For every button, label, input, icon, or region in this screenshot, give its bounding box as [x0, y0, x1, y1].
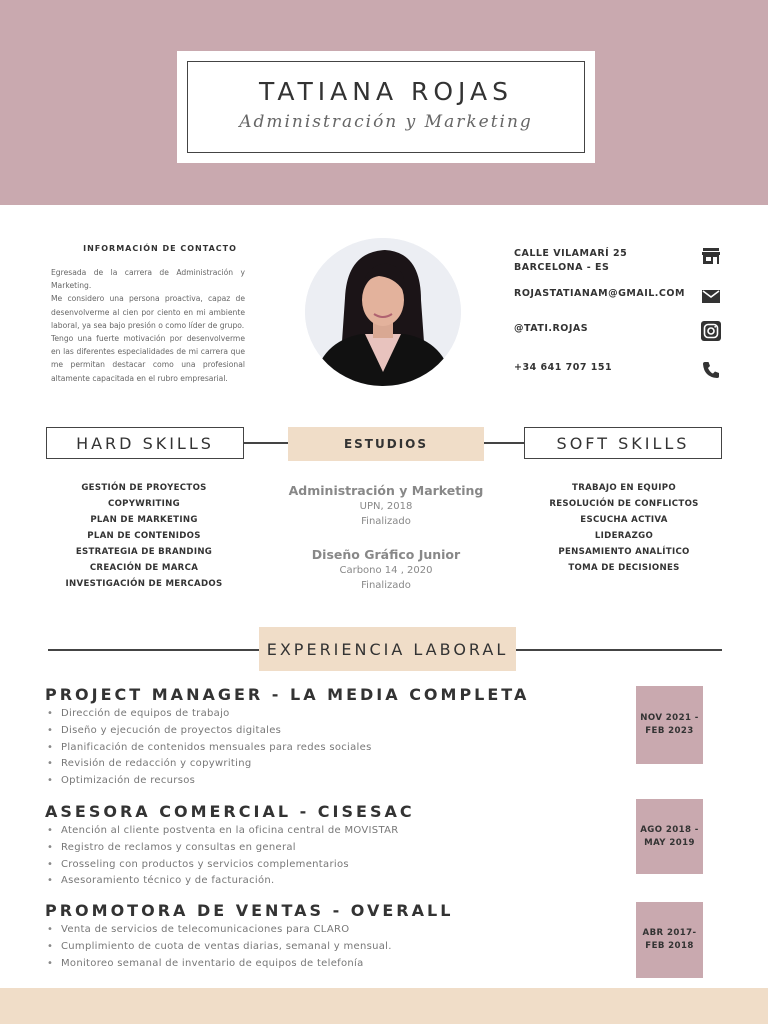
job-duty: • Cumplimiento de cuota de ventas diarias, semanal y mensual. — [45, 939, 625, 956]
name-card — [177, 51, 595, 163]
email-text[interactable]: ROJASTATIANAM@GMAIL.COM — [514, 288, 685, 299]
job-entry — [45, 802, 625, 890]
connector-line — [244, 442, 288, 444]
date-end: MAY 2019 — [644, 837, 695, 848]
hard-skills-list — [44, 480, 244, 592]
school-year: UPN, 2018 — [359, 501, 413, 512]
date-start: ABR 2017- — [642, 928, 697, 938]
address-line: BARCELONA - ES — [514, 262, 610, 273]
job-duty: • Planificación de contenidos mensuales para redes sociales — [45, 740, 625, 757]
job-duties — [45, 823, 625, 890]
job-title: PROMOTORA DE VENTAS - OVERALL — [45, 901, 454, 920]
bio-paragraph: Me considero una persona proactiva, capaz de desenvolverme al cien por ciento en mi ambiente laboral, ya sea bajo presión o como líder de grupo. — [51, 294, 245, 330]
education-item — [286, 483, 486, 527]
job-title: ASESORA COMERCIAL - CISESAC — [45, 802, 415, 821]
soft-skill: PENSAMIENTO ANALÍTICO — [558, 547, 690, 557]
job-duty: • Venta de servicios de telecomunicaciones para CLARO — [45, 922, 625, 939]
section-divider — [48, 649, 259, 651]
address-text — [514, 247, 627, 275]
education-item — [286, 547, 486, 591]
job-duty: • Monitoreo semanal de inventario de equipos de telefonía — [45, 956, 625, 973]
job-title: PROJECT MANAGER - LA MEDIA COMPLETA — [45, 685, 530, 704]
name-frame — [187, 61, 585, 153]
hard-skill: GESTIÓN DE PROYECTOS — [81, 483, 207, 493]
degree-title: Diseño Gráfico Junior — [311, 547, 461, 562]
job-duty: • Revisión de redacción y copywriting — [45, 756, 625, 773]
profession: Administración y Marketing — [239, 112, 533, 132]
date-start: NOV 2021 - — [640, 713, 699, 723]
footer-band — [0, 988, 768, 1024]
hard-skill: PLAN DE CONTENIDOS — [87, 531, 201, 541]
job-entry — [45, 901, 625, 972]
soft-skill: ESCUCHA ACTIVA — [580, 515, 668, 525]
hard-skill: PLAN DE MARKETING — [90, 515, 198, 525]
date-end: FEB 2018 — [645, 941, 694, 951]
education-status: Finalizado — [361, 516, 411, 527]
soft-skills-list — [524, 480, 724, 576]
portrait-illustration — [305, 238, 461, 386]
hard-skills-heading: HARD SKILLS — [46, 427, 244, 459]
instagram-icon — [700, 320, 722, 342]
job-duty: • Atención al cliente postventa en la oficina central de MOVISTAR — [45, 823, 625, 840]
school-year: Carbono 14 , 2020 — [339, 565, 433, 576]
hard-skill: ESTRATEGIA DE BRANDING — [75, 547, 213, 557]
store-icon — [700, 245, 722, 267]
bio-text — [51, 266, 245, 385]
job-duty: • Asesoramiento técnico y de facturación. — [45, 873, 625, 890]
soft-skill: RESOLUCIÓN DE CONFLICTOS — [549, 499, 699, 509]
contact-heading: INFORMACIÓN DE CONTACTO — [83, 244, 237, 253]
phone-icon — [700, 359, 722, 381]
soft-skill: LIDERAZGO — [594, 531, 654, 541]
profile-photo — [305, 238, 461, 386]
soft-skill: TOMA DE DECISIONES — [568, 563, 680, 573]
job-duty: • Dirección de equipos de trabajo — [45, 706, 625, 723]
job-duties — [45, 706, 625, 790]
date-start: AGO 2018 - — [640, 824, 699, 835]
job-date-badge — [636, 686, 703, 764]
studies-heading: ESTUDIOS — [288, 427, 484, 461]
education-status: Finalizado — [361, 580, 411, 591]
address-line: CALLE VILAMARÍ 25 — [514, 248, 628, 259]
job-date-badge — [636, 799, 703, 874]
soft-skills-heading: SOFT SKILLS — [524, 427, 722, 459]
instagram-text[interactable]: @TATI.ROJAS — [514, 323, 589, 334]
connector-line — [484, 442, 524, 444]
bio-paragraph: Egresada de la carrera de Administración y Marketing. — [51, 268, 245, 291]
job-duty: • Optimización de recursos — [45, 773, 625, 790]
job-duty: • Crosseling con productos y servicios complementarios — [45, 857, 625, 874]
full-name: TATIANA ROJAS — [259, 77, 513, 106]
job-duties — [45, 922, 625, 972]
job-date-badge — [636, 902, 703, 978]
job-duty: • Registro de reclamos y consultas en general — [45, 840, 625, 857]
experience-heading: EXPERIENCIA LABORAL — [259, 627, 516, 671]
bio-paragraph: Tengo una fuerte motivación por desenvolverme en las diferentes especialidades de mi carrera que me permitan destacar como una profesional altamente capacitada en el rubro empresarial. — [51, 334, 245, 383]
mail-icon — [700, 285, 722, 307]
hard-skill: INVESTIGACIÓN DE MERCADOS — [65, 579, 223, 589]
soft-skill: TRABAJO EN EQUIPO — [572, 483, 676, 493]
job-entry — [45, 685, 625, 790]
section-divider — [516, 649, 722, 651]
phone-text[interactable]: +34 641 707 151 — [514, 362, 613, 373]
date-end: FEB 2023 — [645, 726, 694, 736]
degree-title: Administración y Marketing — [288, 483, 484, 498]
hard-skill: CREACIÓN DE MARCA — [89, 563, 199, 573]
hard-skill: COPYWRITING — [107, 499, 181, 509]
job-duty: • Diseño y ejecución de proyectos digitales — [45, 723, 625, 740]
